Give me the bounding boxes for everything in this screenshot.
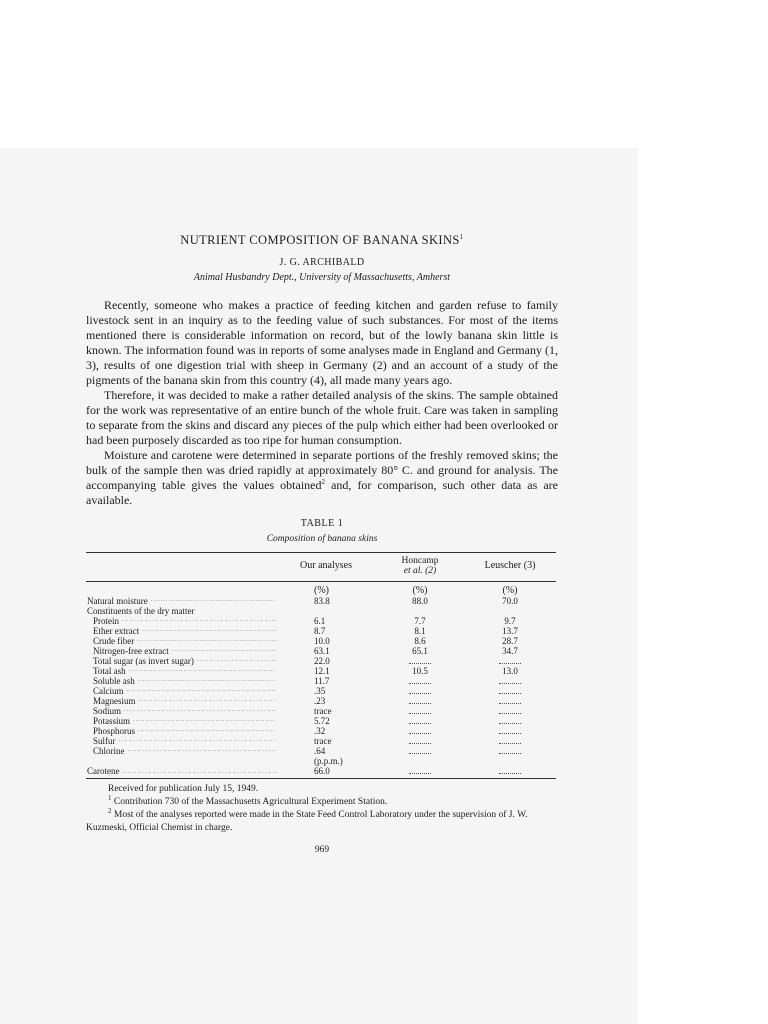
page-number: 969	[314, 845, 330, 855]
table-row: Sodium ..... trace	[86, 706, 556, 716]
table-row: Ether extract ..... 8.7 8.1 13.7	[86, 626, 556, 636]
table-row: Natural moisture ..... 83.8 88.0 70.0	[86, 596, 556, 606]
no-data-mark	[499, 718, 521, 724]
no-data-mark	[409, 728, 431, 734]
table-row: Chlorine ..... .64	[86, 746, 556, 756]
table-row: Crude fiber ..... 10.0 8.6 28.7	[86, 636, 556, 646]
no-data-mark	[409, 708, 431, 714]
title-footnote-ref: 1	[459, 232, 464, 241]
table-label: TABLE 1	[300, 518, 344, 529]
table-row: Protein ..... 6.1 7.7 9.7	[86, 616, 556, 626]
no-data-mark	[499, 728, 521, 734]
article-body	[86, 298, 558, 508]
table-caption: Composition of banana skins	[266, 534, 378, 544]
units-row: (%) (%) (%)	[314, 585, 518, 596]
footnote-2: $^2$ Most of the analyses reported were made in the State Feed Control Laboratory under the supervision of J. W. Kuzmeski, Official Chemist in charge.	[86, 806, 528, 833]
paragraph-3: Moisture and carotene were determined in separate portions of the freshly removed skins; the bulk of the sample then was dried rapidly at approximately 80° C. and ground for analysis. The accompanying table gives the values obtained$^2$ and, for comparison, such other data as are available.	[86, 448, 558, 507]
author: J. G. ARCHIBALD	[279, 257, 365, 268]
no-data-mark	[409, 738, 431, 744]
table-section-row: Constituents of the dry matter	[87, 606, 195, 616]
no-data-mark	[409, 658, 431, 664]
article-title: NUTRIENT COMPOSITION OF BANANA SKINS$^1$	[180, 232, 464, 247]
no-data-mark	[499, 708, 521, 714]
table-row: Magnesium ..... .23	[86, 696, 556, 706]
no-data-mark	[499, 688, 521, 694]
journal-page	[86, 232, 558, 855]
table-header-row	[86, 553, 556, 582]
no-data-mark	[499, 698, 521, 704]
affiliation: Animal Husbandry Dept., University of Massachusetts, Amherst	[193, 272, 451, 283]
footnote-1: $^1$ Contribution 730 of the Massachusetts Agricultural Experiment Station.	[108, 793, 388, 807]
composition-table	[86, 552, 556, 779]
no-data-mark	[499, 678, 521, 684]
header-our-analyses: Our analyses	[276, 553, 376, 582]
paragraph-1: Recently, someone who makes a practice of feeding kitchen and garden refuse to family livestock sent in an inquiry as to the feeding value of such substances. For most of the items mentioned there is considerable information on record, but of the lowly banana skin little is known. The information found was in reports of some analyses made in England and Germany (1, 3), results of one digestion trial with sheep in Germany (2) and an account of a study of the pigments of the banana skin from this country (4), all made many years ago.	[86, 298, 558, 387]
no-data-mark	[409, 718, 431, 724]
table-row: Sulfur ..... trace	[86, 736, 556, 746]
no-data-mark	[409, 678, 431, 684]
no-data-mark	[409, 698, 431, 704]
table-row: Calcium ..... .35	[86, 686, 556, 696]
table-row: Total sugar (as invert sugar) ..... 22.0	[86, 656, 556, 666]
table-row: Nitrogen-free extract ..... 63.1 65.1 34.7	[86, 646, 556, 656]
table-row: Soluble ash ..... 11.7	[86, 676, 556, 686]
table-row: Carotene ..... 66.0	[86, 766, 556, 779]
no-data-mark	[409, 688, 431, 694]
table-row: Potassium ..... 5.72	[86, 716, 556, 726]
header-honcamp: Honcamp et al. (2)	[376, 553, 464, 582]
received-note: Received for publication July 15, 1949.	[108, 784, 259, 794]
no-data-mark	[499, 738, 521, 744]
table-row: Total ash ..... 12.1 10.5 13.0	[86, 666, 556, 676]
no-data-mark	[499, 748, 521, 754]
table-unit-row: (p.p.m.)	[314, 756, 343, 766]
header-leuscher: Leuscher (3)	[464, 553, 556, 582]
no-data-mark	[409, 748, 431, 754]
no-data-mark	[499, 658, 521, 664]
table-row: Phosphorus ..... .32	[86, 726, 556, 736]
paragraph-2: Therefore, it was decided to make a rather detailed analysis of the skins. The sample obtained for the work was representative of an entire bunch of the whole fruit. Care was taken in sampling to separate from the skins and discard any pieces of the pulp which either had been overlooked or had been purposely discarded as too ripe for human consumption.	[86, 388, 558, 447]
no-data-mark	[409, 768, 431, 774]
no-data-mark	[499, 768, 521, 774]
header-constituent	[86, 553, 276, 582]
footnote-ref-2: 2	[321, 478, 326, 486]
